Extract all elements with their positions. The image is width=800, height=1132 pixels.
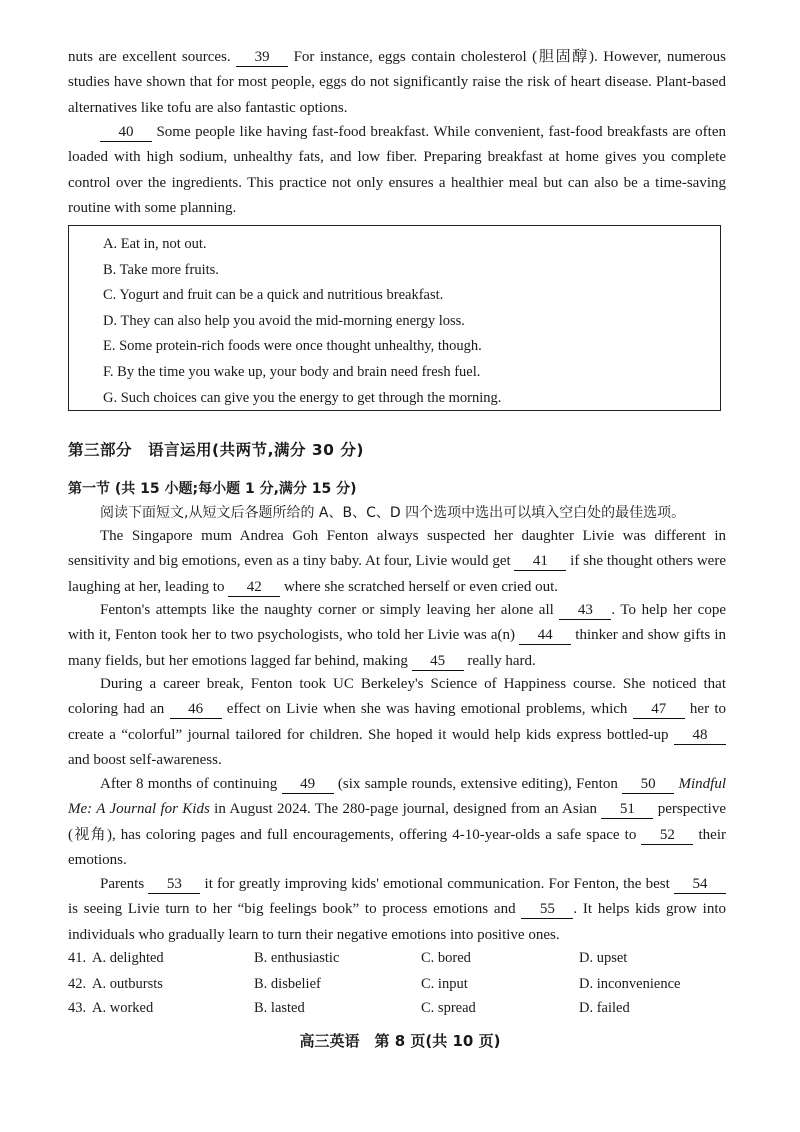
blank-45: 45 <box>412 652 464 671</box>
blank-54: 54 <box>674 875 726 894</box>
option-f: F. By the time you wake up, your body and brain need fresh fuel. <box>103 363 481 380</box>
choice-a: A. outbursts <box>92 976 163 992</box>
choice-d: D. failed <box>579 1000 630 1016</box>
blank-44: 44 <box>519 626 571 645</box>
book-title: Mindful Me: A Journal for Kids <box>68 776 726 818</box>
passage-paragraph-39: nuts are excellent sources. 39 For instance, eggs contain cholesterol (胆固醇). However, numerous studies have shown that for most people, eggs do not significantly raise the risk of heart disease. Plant-based alternatives like tofu are also fantastic options. <box>68 49 726 116</box>
option-g: G. Such choices can give you the energy to get through the morning. <box>103 389 502 406</box>
choice-c: C. bored <box>421 950 471 966</box>
choice-b: B. enthusiastic <box>254 950 340 966</box>
blank-42: 42 <box>228 578 280 597</box>
blank-48: 48 <box>674 726 726 745</box>
option-d: D. They can also help you avoid the mid-morning energy loss. <box>103 312 465 329</box>
blank-46: 46 <box>170 700 222 719</box>
instruction: 阅读下面短文,从短文后各题所给的 A、B、C、D 四个选项中选出可以填入空白处的最佳选项。 <box>100 505 686 521</box>
option-a: A. Eat in, not out. <box>103 236 207 252</box>
cloze-paragraph-5: Parents 53 it for greatly improving kids' emotional communication. For Fenton, the best 54 is seeing Livie turn to her “big feelings book” to process emotions and 55 . It helps kids grow into individuals who gradually learn to turn their negative emotions into positive ones. <box>68 876 726 943</box>
part-title: 第三部分 语言运用(共两节,满分 30 分) <box>68 441 364 459</box>
choice-d: D. upset <box>579 950 628 966</box>
blank-39: 39 <box>236 48 288 67</box>
choice-a: A. worked <box>92 1000 154 1016</box>
choice-c: C. spread <box>421 1000 476 1016</box>
blank-41: 41 <box>514 552 566 571</box>
section-subtitle: 第一节 (共 15 小题;每小题 1 分,满分 15 分) <box>68 481 357 497</box>
question-number: 43. <box>68 1000 87 1016</box>
question-number: 42. <box>68 976 87 992</box>
cloze-paragraph-2: Fenton's attempts like the naughty corner or simply leaving her alone all 43 . To help her cope with it, Fenton took her to two psychologists, who told her Livie was a(n) 44 thinker and show gifts in many fields, but her emotions lagged far behind, making 45 really hard. <box>68 602 727 669</box>
options-box <box>68 225 721 411</box>
blank-51: 51 <box>601 800 653 819</box>
choice-c: C. input <box>421 976 468 992</box>
cloze-paragraph-3: During a career break, Fenton took UC Berkeley's Science of Happiness course. She noticed that coloring had an 46 effect on Livie when she was having emotional problems, which 47 her to create a “colorful” journal tailored for children. She hoped it would help kids express bottled-up 48 and boost self-awareness. <box>68 676 727 768</box>
option-b: B. Take more fruits. <box>103 261 219 278</box>
blank-49: 49 <box>282 775 334 794</box>
blank-43: 43 <box>559 601 611 620</box>
choice-d: D. inconvenience <box>579 976 681 992</box>
passage-paragraph-40: 40 Some people like having fast-food breakfast. While convenient, fast-food breakfasts are often loaded with high sodium, unhealthy fats, and low fiber. Preparing breakfast at home gives you complete control over the ingredients. This practice not only ensures a healthier meal but can also be a time-saving routine with some planning. <box>68 124 726 216</box>
blank-52: 52 <box>641 826 693 845</box>
question-number: 41. <box>68 950 87 966</box>
choice-b: B. disbelief <box>254 976 321 992</box>
blank-55: 55 <box>521 900 573 919</box>
blank-53: 53 <box>148 875 200 894</box>
blank-50: 50 <box>622 775 674 794</box>
option-e: E. Some protein-rich foods were once thought unhealthy, though. <box>103 338 482 355</box>
option-c: C. Yogurt and fruit can be a quick and nutritious breakfast. <box>103 287 444 304</box>
choice-a: A. delighted <box>92 950 164 966</box>
cloze-paragraph-4: After 8 months of continuing 49 (six sample rounds, extensive editing), Fenton 50 Mindful Me: A Journal for Kids in August 2024. The 280-page journal, designed from an Asian 51 perspective (视角), has coloring pages and full encouragements, offering 4-10-year-olds a safe space to 52 their emotions. <box>68 776 726 868</box>
choice-b: B. lasted <box>254 1000 305 1016</box>
cloze-paragraph-1: The Singapore mum Andrea Goh Fenton always suspected her daughter Livie was different in sensitivity and big emotions, even as a tiny baby. At four, Livie would get 41 if she thought others were laughing at her, leading to 42 where she scratched herself or even cried out. <box>68 528 726 595</box>
page-footer: 高三英语 第 8 页(共 10 页) <box>299 1032 501 1050</box>
blank-47: 47 <box>633 700 685 719</box>
blank-40: 40 <box>100 123 152 142</box>
